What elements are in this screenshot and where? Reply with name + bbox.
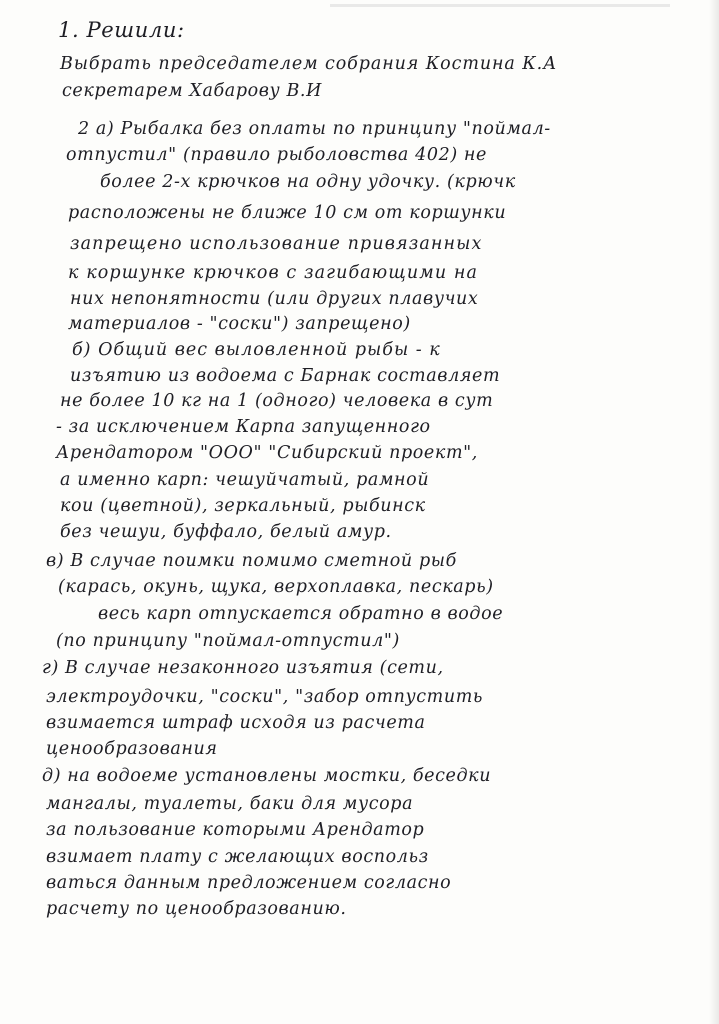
item-2d-line-5: ваться данным предложением согласно	[46, 873, 452, 893]
item-2d-line-4: взимает плату с желающих воспольз	[46, 847, 429, 867]
item-2b-line-3: не более 10 кг на 1 (одного) человека в сут	[60, 391, 494, 411]
text-line-2: секретарем Хабарову В.И	[62, 81, 322, 101]
item-2b-line-8: без чешуи, буффало, белый амур.	[60, 522, 392, 542]
page-edge-shadow	[709, 0, 719, 1024]
item-2v-line-2: (карась, окунь, щука, верхоплавка, пескарь)	[58, 577, 494, 597]
item-2d-line-3: за пользование которыми Арендатор	[46, 820, 425, 840]
item-2g-line-1: г) В случае незаконного изъятия (сети,	[42, 658, 444, 678]
item-2b-line-1: б) Общий вес выловленной рыбы - к	[72, 340, 441, 360]
item-2b-line-7: кои (цветной), зеркальный, рыбинск	[60, 496, 426, 516]
item-2d-line-6: расчету по ценообразованию.	[46, 899, 347, 919]
item-2a-line-8: материалов - "соски") запрещено)	[68, 314, 411, 334]
bleed-through-mark	[330, 4, 670, 7]
item-2a-line-4: расположены не ближе 10 см от коршунки	[68, 203, 507, 223]
item-2b-line-2: изъятию из водоема с Барнак составляет	[70, 366, 501, 386]
item-2b-line-5: Арендатором "ООО" "Сибирский проект",	[56, 443, 478, 463]
item-2a-line-6: к коршунке крючков с загибающими на	[68, 263, 479, 283]
item-2a-line-5: запрещено использование привязанных	[70, 234, 483, 254]
item-2d-line-1: д) на водоеме установлены мостки, беседки	[42, 766, 492, 786]
item-2b-line-4: - за исключением Карпа запущенного	[56, 417, 431, 437]
item-2a-line-2: отпустил" (правило рыболовства 402) не	[66, 145, 487, 165]
heading-resolved: 1. Решили:	[58, 18, 185, 42]
item-2v-line-1: в) В случае поимки помимо сметной рыб	[46, 551, 457, 571]
text-line-1: Выбрать председателем собрания Костина К.А	[60, 54, 558, 74]
item-2b-line-6: а именно карп: чешуйчатый, рамной	[60, 470, 430, 490]
item-2v-line-4: (по принципу "поймал-отпустил")	[56, 631, 400, 651]
item-2v-line-3: весь карп отпускается обратно в водое	[98, 604, 504, 624]
item-2g-line-4: ценообразования	[46, 739, 218, 759]
item-2a-line-1: 2 а) Рыбалка без оплаты по принципу "поймал-	[78, 119, 551, 139]
item-2a-line-3: более 2-х крючков на одну удочку. (крючк	[100, 172, 516, 192]
item-2g-line-3: взимается штраф исходя из расчета	[46, 713, 426, 733]
item-2g-line-2: электроудочки, "соски", "забор отпустить	[46, 687, 484, 707]
item-2d-line-2: мангалы, туалеты, баки для мусора	[46, 794, 414, 814]
item-2a-line-7: них непонятности (или других плавучих	[70, 289, 479, 309]
